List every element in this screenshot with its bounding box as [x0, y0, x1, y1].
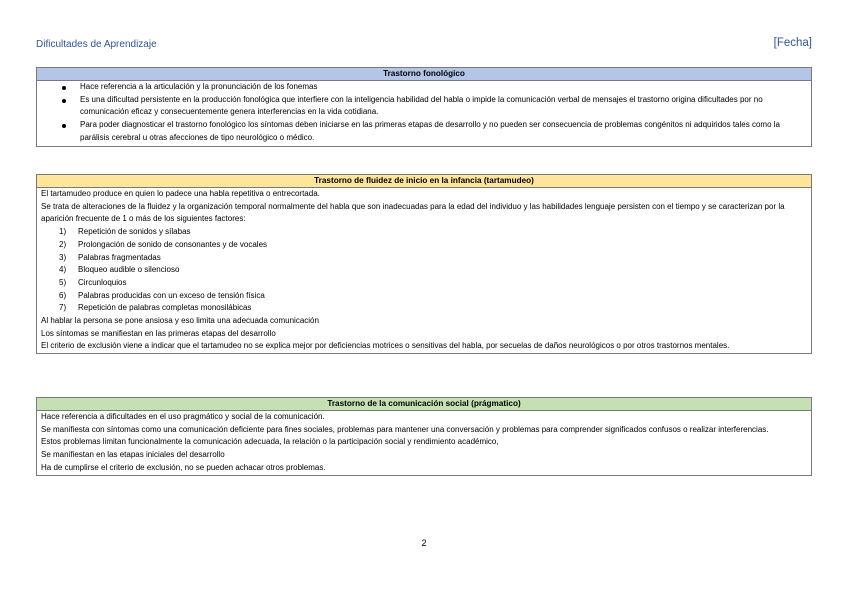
bullet-item: Hace referencia a la articulación y la pronunciación de los fonemas [60, 81, 807, 94]
list-number: 1) [59, 227, 67, 237]
list-text: Palabras producidas con un exceso de tensión física [78, 290, 265, 300]
paragraph: Al hablar la persona se pone ansiosa y eso limita una adecuada comunicación [41, 316, 319, 326]
section-trastorno-fluidez [36, 174, 812, 354]
list-item [59, 239, 807, 252]
document-header-title: Dificultades de Aprendizaje [36, 39, 157, 50]
section-title: Trastorno fonológico [37, 68, 811, 81]
list-text: Prolongación de sonido de consonantes y de vocales [78, 239, 268, 249]
list-text: Circunloquios [78, 277, 127, 287]
document-header-date: [Fecha] [773, 37, 812, 49]
paragraph: El criterio de exclusión viene a indicar que el tartamudeo no se explica mejor por deficiencias motrices o sensitivas del habla, por secuelas de daños neurológicos o por otros trastornos mentales. [41, 341, 730, 351]
paragraph: Se manifiestan en las etapas iniciales del desarrollo [41, 450, 225, 460]
section-body [37, 81, 811, 146]
page-number: 2 [421, 538, 427, 548]
paragraph: El tartamudeo produce en quien lo padece una habla repetitiva o entrecortada. [41, 189, 320, 198]
list-item [59, 252, 807, 265]
paragraph: Ha de cumplirse el criterio de exclusión, no se pueden achacar otros problemas. [41, 462, 326, 472]
list-text: Bloqueo audible o silencioso [78, 265, 180, 275]
list-text: Repetición de sonidos y sílabas [78, 227, 191, 237]
list-item [59, 264, 807, 277]
list-item [59, 290, 807, 303]
list-number: 4) [59, 265, 67, 275]
list-item [59, 277, 807, 290]
section-title: Trastorno de fluidez de inicio en la infancia (tartamudeo) [37, 175, 811, 188]
paragraph: Los síntomas se manifiestan en las primeras etapas del desarrollo [41, 328, 276, 338]
paragraph: Hace referencia a dificultades en el uso pragmático y social de la comunicación. [41, 412, 325, 421]
paragraph: Se manifiesta con síntomas como una comunicación deficiente para fines sociales, problemas para mantener una conversación y problemas para comprender significados confusos o realizar interferencias. [41, 424, 769, 434]
list-number: 2) [59, 239, 67, 249]
section-trastorno-fonologico [36, 67, 812, 147]
paragraph: Se trata de alteraciones de la fluidez y la organización temporal normalmente del habla que son inadecuadas para la edad del individuo y las habilidades lenguaje persisten con el tiempo y se caracterizan por la aparición frecuente de 1 o más de los siguientes factores: [41, 201, 785, 224]
section-title: Trastorno de la comunicación social (prágmatico) [37, 398, 811, 411]
bullet-item: Es una dificultad persistente en la producción fonológica que interfiere con la inteligencia habilidad del habla o impide la comunicación verbal de mensajes el trastorno origina dificultades por no comunicación eficaz y consecuentemente genera interferencias en la vida cotidiana. [60, 94, 807, 119]
list-text: Palabras fragmentadas [78, 252, 161, 262]
section-trastorno-comunicacion-social [36, 397, 812, 476]
list-text: Repetición de palabras completas monosilábicas [78, 303, 252, 313]
list-number: 5) [59, 277, 67, 287]
section-body [37, 411, 811, 475]
list-number: 6) [59, 290, 67, 300]
list-number: 3) [59, 252, 67, 262]
bullet-item: Para poder diagnosticar el trastorno fonológico los síntomas deben iniciarse en las primeras etapas de desarrollo y no pueden ser consecuencia de problemas congénitos ni adquiridos tales como la parálisis cerebral u otras afecciones de tipo neurológico o médico. [60, 119, 807, 144]
numbered-list [41, 226, 807, 315]
list-item [59, 302, 807, 315]
bullet-list [60, 81, 807, 145]
section-body [37, 188, 811, 353]
paragraph: Estos problemas limitan funcionalmente la comunicación adecuada, la relación o la participación social y rendimiento académico, [41, 437, 499, 447]
list-number: 7) [59, 303, 67, 313]
list-item [59, 226, 807, 239]
